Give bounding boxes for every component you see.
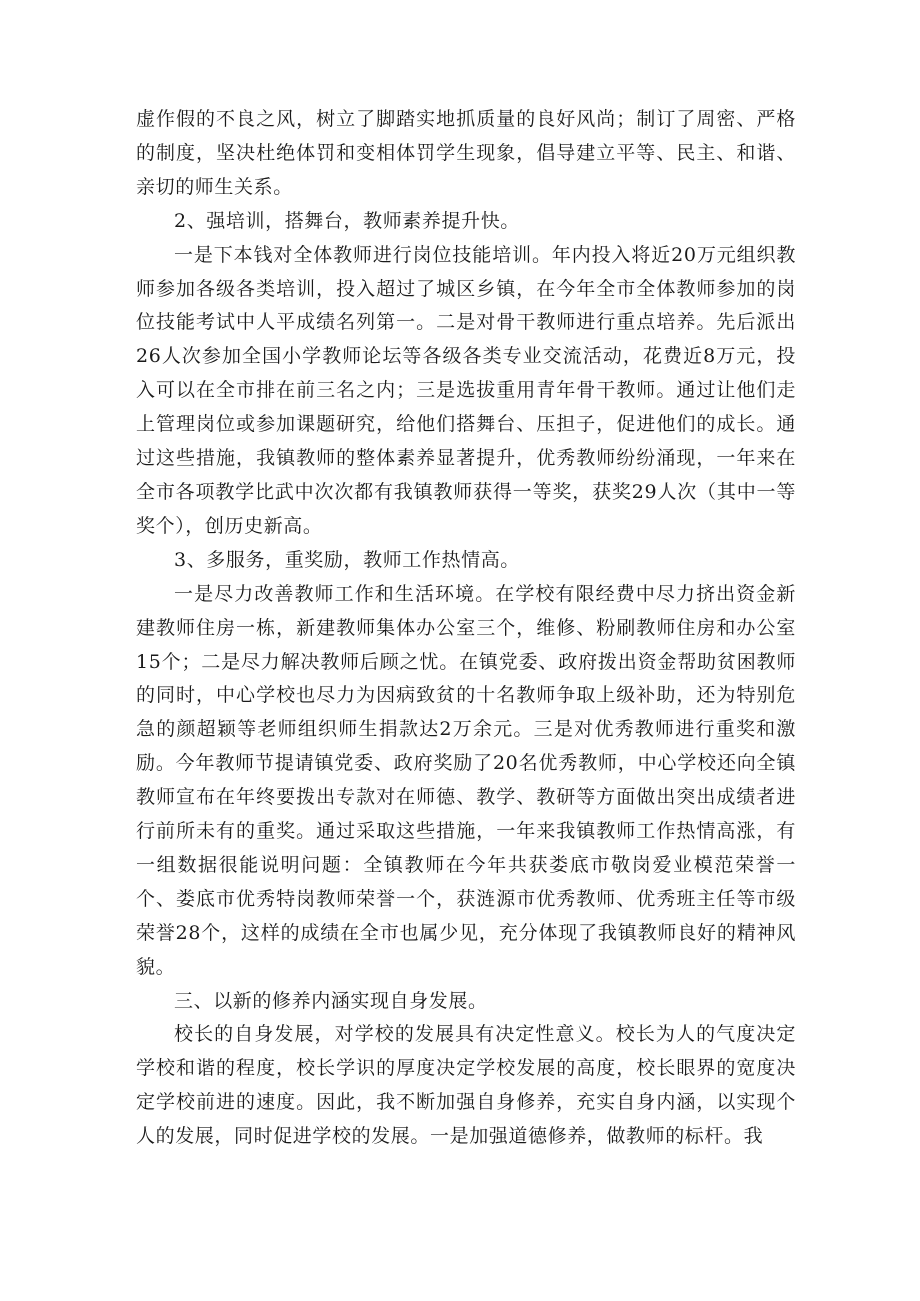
paragraph-training: 一是下本钱对全体教师进行岗位技能培训。年内投入将近20万元组织教师参加各级各类培训，投入超过了城区乡镇，在今年全市全体教师参加的岗位技能考试中人平成绩名列第一。二是对骨干教师进行重点培养。先后派出26人次参加全国小学教师论坛等各级各类专业交流活动，花费近8万元，投入可以在全市排在前三名之内；三是选拔重用青年骨干教师。通过让他们走上管理岗位或参加课题研究，给他们搭舞台、压担子，促进他们的成长。通过这些措施，我镇教师的整体素养显著提升，优秀教师纷纷涌现，一年来在全市各项教学比武中次次都有我镇教师获得一等奖，获奖29人次（其中一等奖个），创历史新高。 [136, 243, 796, 537]
document-body [136, 103, 796, 1154]
section-heading-training: 2、强培训，搭舞台，教师素养提升快。 [174, 209, 520, 232]
paragraph-self-development: 校长的自身发展，对学校的发展具有决定性意义。校长为人的气度决定学校和谐的程度，校长学识的厚度决定学校发展的高度，校长眼界的宽度决定学校前进的速度。因此，我不断加强自身修养，充实自身内涵，以实现个人的发展，同时促进学校的发展。一是加强道德修养，做教师的标杆。我 [136, 1023, 796, 1148]
paragraph-service: 一是尽力改善教师工作和生活环境。在学校有限经费中尽力挤出资金新建教师住房一栋，新建教师集体办公室三个，维修、粉刷教师住房和办公室15个；二是尽力解决教师后顾之忧。在镇党委、政府拨出资金帮助贫困教师的同时，中心学校也尽力为因病致贫的十名教师争取上级补助，还为特别危急的颜超颖等老师组织师生捐款达2万余元。三是对优秀教师进行重奖和激励。今年教师节提请镇党委、政府奖励了20名优秀教师，中心学校还向全镇教师宣布在年终要拨出专款对在师德、教学、教研等方面做出突出成绩者进行前所未有的重奖。通过采取这些措施，一年来我镇教师工作热情高涨，有一组数据很能说明问题：全镇教师在今年共获娄底市敬岗爱业模范荣誉一个、娄底市优秀特岗教师荣誉一个，获涟源市优秀教师、优秀班主任等市级荣誉28个，这样的成绩在全市也属少见，充分体现了我镇教师良好的精神风貌。 [136, 582, 796, 978]
section-heading-service: 3、多服务，重奖励，教师工作热情高。 [174, 548, 520, 571]
paragraph-continuation: 虚作假的不良之风，树立了脚踏实地抓质量的良好风尚；制订了周密、严格的制度，坚决杜绝体罚和变相体罚学生现象，倡导建立平等、民主、和谐、亲切的师生关系。 [136, 108, 796, 198]
section-heading-self-development: 三、以新的修养内涵实现自身发展。 [174, 989, 488, 1012]
